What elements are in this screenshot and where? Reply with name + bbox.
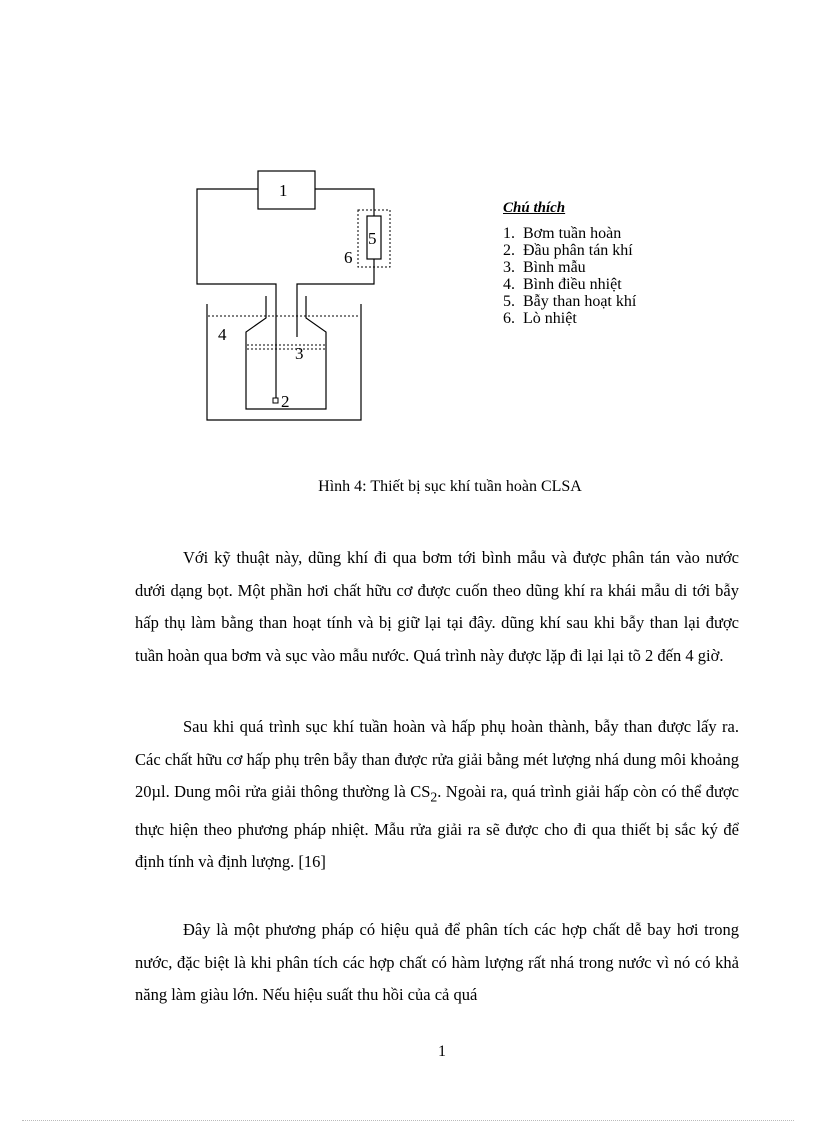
label-sample-flask: 3 bbox=[295, 344, 304, 363]
label-pump: 1 bbox=[279, 181, 288, 200]
legend-item-text: Đầu phân tán khí bbox=[523, 242, 633, 259]
diagram-legend bbox=[503, 200, 733, 327]
right-gas-line bbox=[315, 189, 374, 216]
label-diffuser: 2 bbox=[281, 392, 290, 411]
legend-item-text: Bình mẫu bbox=[523, 259, 586, 276]
legend-item bbox=[503, 259, 733, 276]
legend-item bbox=[503, 293, 733, 310]
paragraph-1-text: Với kỹ thuật này, dũng khí đi qua bơm tới bình mẫu và được phân tán vào nước dưới dạng bọt. Một phần hơi chất hữu cơ được cuốn theo dũng khí ra khái mẫu di tới bẫy hấp thụ làm bằng than hoạt tính và bị giữ lại tại đây. dũng khí sau khi bẫy than lại được tuần hoàn qua bơm và sục vào mẫu nước. Quá trình này được lặp đi lại lại tõ 2 đến 4 giờ. bbox=[135, 548, 739, 665]
label-carbon-trap: 5 bbox=[368, 229, 377, 248]
legend-item-text: Lò nhiệt bbox=[523, 310, 577, 327]
legend-list bbox=[503, 225, 733, 327]
legend-item bbox=[503, 225, 733, 242]
legend-item-text: Bình điều nhiệt bbox=[523, 276, 622, 293]
paragraph-2-part-1: Sau khi quá trình sục khí tuần hoàn và hấp phụ hoàn thành, bẫy than được lấy ra. Các chất hữu cơ hấp phụ trên bẫy than được rửa giải bằng mét lượng nhá dung môi khoảng 20µl. Dung môi rửa giải thông thường là CS bbox=[135, 717, 739, 801]
paragraph-2-part-2: . Ngoài ra, quá trình giải hấp còn có thể được thực hiện theo phương pháp nhiệt. Mẫu rửa giải ra sẽ được cho đi qua thiết bị sắc ký để định tính và định lượng. [16] bbox=[135, 782, 739, 872]
figure-caption: Hình 4: Thiết bị sục khí tuần hoàn CLSA bbox=[318, 478, 582, 495]
return-gas-line bbox=[297, 259, 374, 337]
paragraph-3-text: Đây là một phương pháp có hiệu quả để phân tích các hợp chất dễ bay hơi trong nước, đặc biệt là khi phân tích các hợp chất có hàm lượng rất nhá trong nước vì nó có khả năng làm giàu lớn. Nếu hiệu suất thu hồi của cả quá bbox=[135, 920, 739, 1004]
label-thermostat: 4 bbox=[218, 325, 227, 344]
legend-item-number: 2. bbox=[503, 242, 515, 259]
legend-item-text: Bẫy than hoạt khí bbox=[523, 293, 637, 310]
legend-item-number: 6. bbox=[503, 310, 515, 327]
legend-item bbox=[503, 242, 733, 259]
legend-item-number: 4. bbox=[503, 276, 515, 293]
label-oven: 6 bbox=[344, 248, 353, 267]
diffuser-head bbox=[273, 398, 278, 403]
legend-item-text: Bơm tuần hoàn bbox=[523, 225, 622, 242]
paragraph-2-text bbox=[135, 711, 739, 879]
legend-title: Chú thích bbox=[503, 200, 566, 216]
legend-item bbox=[503, 310, 733, 327]
paragraph-3 bbox=[135, 914, 739, 1012]
paragraph-2 bbox=[135, 711, 739, 879]
legend-item-number: 1. bbox=[503, 225, 515, 242]
legend-item-number: 5. bbox=[503, 293, 515, 310]
legend-item-number: 3. bbox=[503, 259, 515, 276]
footer-divider bbox=[22, 1120, 794, 1121]
paragraph-1 bbox=[135, 542, 739, 672]
legend-item bbox=[503, 276, 733, 293]
cs2-subscript: 2 bbox=[430, 789, 438, 805]
page-number: 1 bbox=[438, 1043, 446, 1060]
left-gas-line bbox=[197, 189, 276, 398]
